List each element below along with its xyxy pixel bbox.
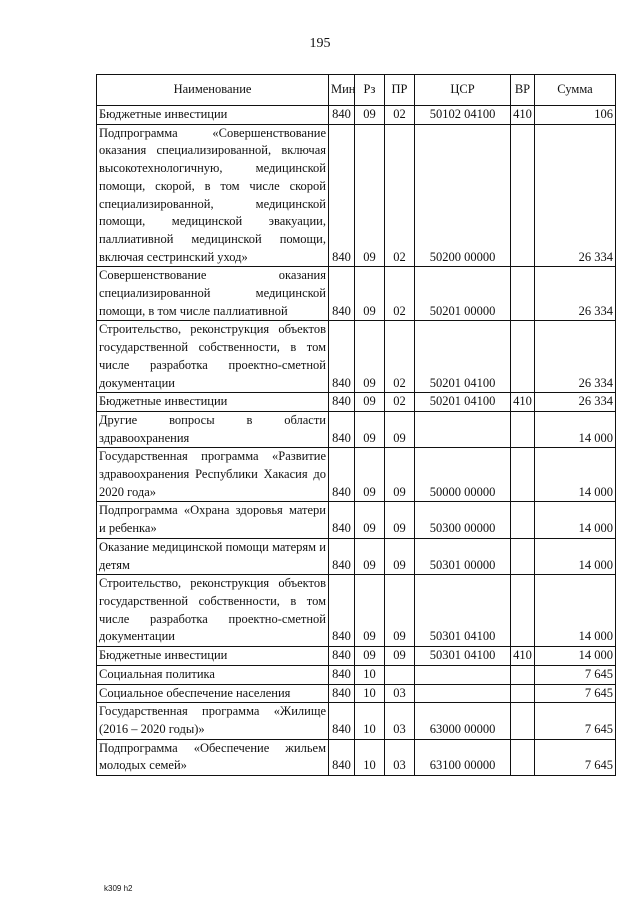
cell-pr: 03 <box>385 684 415 703</box>
cell-name: Оказание медицинской помощи матерям и детям <box>97 538 329 574</box>
cell-min: 840 <box>329 684 355 703</box>
cell-pr: 09 <box>385 538 415 574</box>
cell-rz: 09 <box>355 575 385 647</box>
cell-pr: 09 <box>385 502 415 538</box>
cell-pr: 02 <box>385 393 415 412</box>
table-row <box>97 575 616 647</box>
header-rz: Рз <box>355 75 385 106</box>
cell-vr <box>511 411 535 447</box>
cell-pr: 03 <box>385 703 415 739</box>
cell-csr: 63000 00000 <box>415 703 511 739</box>
header-csr: ЦСР <box>415 75 511 106</box>
cell-rz: 09 <box>355 321 385 393</box>
cell-csr: 50201 04100 <box>415 393 511 412</box>
cell-csr <box>415 665 511 684</box>
cell-pr: 02 <box>385 267 415 321</box>
cell-name: Совершенствование оказания специализированной медицинской помощи, в том числе паллиативной <box>97 267 329 321</box>
cell-name: Государственная программа «Развитие здравоохранения Республики Хакасия до 2020 года» <box>97 448 329 502</box>
cell-min: 840 <box>329 647 355 666</box>
cell-sum: 26 334 <box>535 124 616 267</box>
cell-rz: 09 <box>355 502 385 538</box>
cell-csr <box>415 684 511 703</box>
cell-vr: 410 <box>511 647 535 666</box>
cell-sum: 7 645 <box>535 684 616 703</box>
cell-sum: 106 <box>535 106 616 125</box>
header-name: Наименование <box>97 75 329 106</box>
table-row <box>97 411 616 447</box>
table-row <box>97 124 616 267</box>
cell-csr: 50000 00000 <box>415 448 511 502</box>
table-row <box>97 106 616 125</box>
cell-pr: 09 <box>385 647 415 666</box>
cell-min: 840 <box>329 321 355 393</box>
cell-min: 840 <box>329 665 355 684</box>
cell-sum: 26 334 <box>535 267 616 321</box>
cell-name: Социальная политика <box>97 665 329 684</box>
cell-vr <box>511 502 535 538</box>
cell-name: Бюджетные инвестиции <box>97 393 329 412</box>
cell-name: Строительство, реконструкция объектов государственной собственности, в том числе разработка проектно-сметной документации <box>97 321 329 393</box>
table-row <box>97 448 616 502</box>
cell-sum: 26 334 <box>535 321 616 393</box>
cell-rz: 10 <box>355 665 385 684</box>
cell-pr: 09 <box>385 575 415 647</box>
table-row <box>97 321 616 393</box>
table-row <box>97 703 616 739</box>
cell-vr <box>511 665 535 684</box>
cell-min: 840 <box>329 124 355 267</box>
cell-vr <box>511 739 535 775</box>
cell-rz: 09 <box>355 647 385 666</box>
cell-csr: 50201 04100 <box>415 321 511 393</box>
cell-sum: 14 000 <box>535 538 616 574</box>
cell-rz: 09 <box>355 106 385 125</box>
cell-sum: 14 000 <box>535 502 616 538</box>
cell-sum: 14 000 <box>535 448 616 502</box>
cell-vr <box>511 267 535 321</box>
cell-csr: 50201 00000 <box>415 267 511 321</box>
cell-sum: 26 334 <box>535 393 616 412</box>
cell-min: 840 <box>329 411 355 447</box>
cell-sum: 14 000 <box>535 575 616 647</box>
table-header-row <box>97 75 616 106</box>
footer-code: k309 h2 <box>104 884 133 893</box>
cell-rz: 09 <box>355 411 385 447</box>
cell-vr <box>511 575 535 647</box>
cell-min: 840 <box>329 538 355 574</box>
cell-vr: 410 <box>511 393 535 412</box>
table-row <box>97 393 616 412</box>
cell-csr: 50102 04100 <box>415 106 511 125</box>
header-min: Мин <box>329 75 355 106</box>
cell-rz: 10 <box>355 739 385 775</box>
cell-pr: 09 <box>385 411 415 447</box>
cell-pr: 03 <box>385 739 415 775</box>
cell-rz: 09 <box>355 267 385 321</box>
table-row <box>97 684 616 703</box>
table-row <box>97 267 616 321</box>
cell-csr: 50301 04100 <box>415 575 511 647</box>
cell-name: Подпрограмма «Охрана здоровья матери и ребенка» <box>97 502 329 538</box>
cell-sum: 14 000 <box>535 647 616 666</box>
cell-rz: 10 <box>355 684 385 703</box>
cell-csr <box>415 411 511 447</box>
cell-name: Подпрограмма «Обеспечение жильем молодых семей» <box>97 739 329 775</box>
cell-name: Строительство, реконструкция объектов государственной собственности, в том числе разработка проектно-сметной документации <box>97 575 329 647</box>
budget-table <box>96 74 616 776</box>
cell-name: Подпрограмма «Совершенствование оказания специализированной, включая высокотехнологичную, медицинской помощи, скорой, в том числе скорой специализированной, медицинской помощи, медицинской эвакуации, паллиативной медицинской помощи, включая сестринский уход» <box>97 124 329 267</box>
cell-rz: 09 <box>355 538 385 574</box>
page-number: 195 <box>309 36 331 51</box>
cell-csr: 50301 00000 <box>415 538 511 574</box>
cell-vr <box>511 538 535 574</box>
table-row <box>97 647 616 666</box>
header-pr: ПР <box>385 75 415 106</box>
cell-vr <box>511 703 535 739</box>
cell-rz: 09 <box>355 124 385 267</box>
cell-pr <box>385 665 415 684</box>
cell-pr: 02 <box>385 106 415 125</box>
cell-min: 840 <box>329 393 355 412</box>
header-vr: ВР <box>511 75 535 106</box>
table-row <box>97 538 616 574</box>
cell-csr: 50300 00000 <box>415 502 511 538</box>
cell-sum: 7 645 <box>535 739 616 775</box>
cell-sum: 7 645 <box>535 703 616 739</box>
cell-rz: 10 <box>355 703 385 739</box>
cell-min: 840 <box>329 106 355 125</box>
table-row <box>97 502 616 538</box>
cell-min: 840 <box>329 739 355 775</box>
cell-vr <box>511 124 535 267</box>
cell-min: 840 <box>329 267 355 321</box>
cell-min: 840 <box>329 575 355 647</box>
cell-vr <box>511 321 535 393</box>
cell-min: 840 <box>329 502 355 538</box>
cell-sum: 14 000 <box>535 411 616 447</box>
cell-csr: 50200 00000 <box>415 124 511 267</box>
table-row <box>97 739 616 775</box>
cell-name: Государственная программа «Жилище (2016 – 2020 годы)» <box>97 703 329 739</box>
cell-name: Социальное обеспечение населения <box>97 684 329 703</box>
cell-pr: 02 <box>385 321 415 393</box>
cell-csr: 50301 04100 <box>415 647 511 666</box>
cell-rz: 09 <box>355 393 385 412</box>
cell-vr <box>511 448 535 502</box>
cell-vr: 410 <box>511 106 535 125</box>
cell-pr: 09 <box>385 448 415 502</box>
cell-name: Бюджетные инвестиции <box>97 106 329 125</box>
cell-name: Другие вопросы в области здравоохранения <box>97 411 329 447</box>
cell-csr: 63100 00000 <box>415 739 511 775</box>
cell-min: 840 <box>329 448 355 502</box>
cell-vr <box>511 684 535 703</box>
cell-rz: 09 <box>355 448 385 502</box>
header-sum: Сумма <box>535 75 616 106</box>
cell-min: 840 <box>329 703 355 739</box>
cell-name: Бюджетные инвестиции <box>97 647 329 666</box>
cell-sum: 7 645 <box>535 665 616 684</box>
table-row <box>97 665 616 684</box>
cell-pr: 02 <box>385 124 415 267</box>
